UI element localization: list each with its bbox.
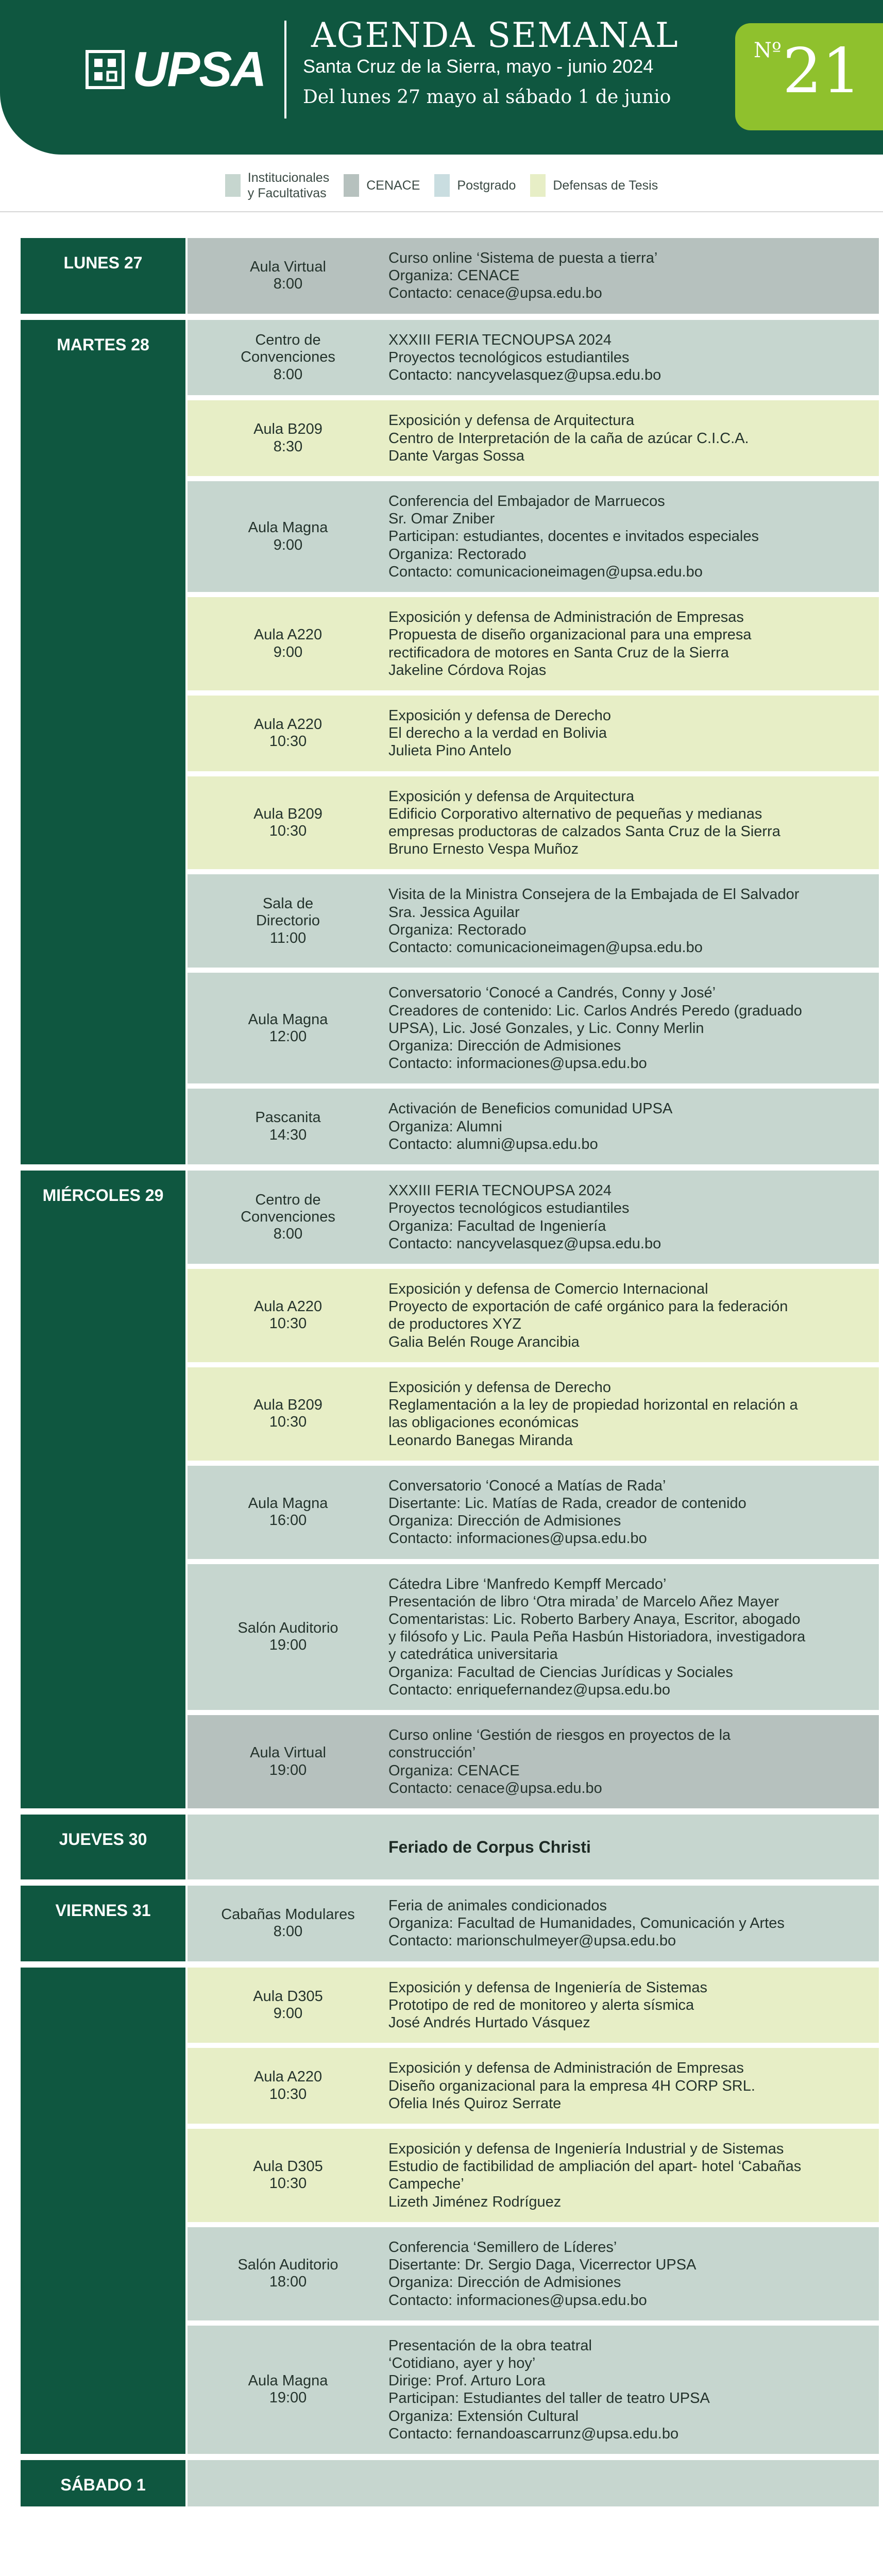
event-row xyxy=(188,400,879,476)
event-row xyxy=(188,973,879,1083)
event-description-line: Visita de la Ministra Consejera de la Embajada de El Salvador xyxy=(388,886,800,903)
legend-label: Institucionales y Facultativas xyxy=(247,171,330,200)
event-description-line: El derecho a la verdad en Bolivia xyxy=(388,725,607,742)
event-description xyxy=(388,1968,879,2043)
event-description xyxy=(388,400,879,476)
event-description-line: Jakeline Córdova Rojas xyxy=(388,662,547,679)
event-description-line: Comentaristas: Lic. Roberto Barbery Anaya, Escritor, abogado xyxy=(388,1611,801,1628)
event-description-line: Prototipo de red de monitoreo y alerta sísmica xyxy=(388,1996,694,2013)
event-description-line: Conferencia del Embajador de Marruecos xyxy=(388,493,665,510)
day-events xyxy=(185,238,879,314)
event-description-line: Presentación de la obra teatral xyxy=(388,2337,592,2354)
day-events xyxy=(185,1815,879,1879)
event-description xyxy=(388,2227,879,2320)
event-row xyxy=(188,2227,879,2320)
event-description-line: Disertante: Dr. Sergio Daga, Vicerrector UPSA xyxy=(388,2257,697,2274)
event-description-line[interactable]: Contacto: marionschulmeyer@upsa.edu.bo xyxy=(388,1933,676,1950)
event-description-line: Sra. Jessica Aguilar xyxy=(388,904,520,921)
event-description-line: Organiza: Dirección de Admisiones xyxy=(388,1513,621,1530)
event-description xyxy=(388,2129,879,2222)
agenda xyxy=(21,238,879,2513)
event-description-line: Sr. Omar Zniber xyxy=(388,511,495,528)
event-description-line: Organiza: Dirección de Admisiones xyxy=(388,1038,621,1054)
event-description-line: Campeche’ xyxy=(388,2176,464,2193)
event-description xyxy=(388,1564,879,1710)
category-legend xyxy=(0,165,883,206)
event-description-line: Organiza: Facultad de Humanidades, Comunicación y Artes xyxy=(388,1915,785,1932)
event-description-line: UPSA), Lic. José Gonzales, y Lic. Conny Merlin xyxy=(388,1020,704,1037)
event-description-line: Exposición y defensa de Administración de Empresas xyxy=(388,609,744,626)
event-description-line: empresas productoras de calzados Santa Cruz de la Sierra xyxy=(388,823,780,840)
day-events xyxy=(185,2460,879,2506)
day-block xyxy=(21,238,879,314)
event-description-line: ‘Cotidiano, ayer y hoy’ xyxy=(388,2354,536,2371)
day-label: MIÉRCOLES 29 xyxy=(21,1171,185,1808)
event-description-line: Exposición y defensa de Derecho xyxy=(388,707,612,724)
event-description-line: Organiza: Rectorado xyxy=(388,546,527,563)
event-description xyxy=(388,1269,879,1362)
event-location-time: Sala de Directorio 11:00 xyxy=(256,895,320,946)
legend-label: Defensas de Tesis xyxy=(553,178,658,193)
legend-label: Postgrado xyxy=(457,178,516,193)
event-description xyxy=(388,1367,879,1461)
header-divider xyxy=(284,21,286,118)
event-description-line: Bruno Ernesto Vespa Muñoz xyxy=(388,841,579,858)
event-row xyxy=(188,1715,879,1808)
event-description-line: Proyectos tecnológicos estudiantiles xyxy=(388,1200,630,1217)
event-location-time: Salón Auditorio 19:00 xyxy=(237,1620,338,1654)
event-description-line: Organiza: Extensión Cultural xyxy=(388,2408,579,2425)
event-description-line[interactable]: Contacto: informaciones@upsa.edu.bo xyxy=(388,1530,647,1547)
event-row xyxy=(188,874,879,968)
event-row xyxy=(188,1564,879,1710)
event-description xyxy=(388,238,879,314)
day-block xyxy=(21,320,879,1164)
event-location-time: Aula A220 10:30 xyxy=(253,716,322,750)
day-events xyxy=(185,1171,879,1808)
event-location-time: Aula A220 10:30 xyxy=(253,2069,322,2103)
event-row xyxy=(188,238,879,314)
event-description-line: Presentación de libro ‘Otra mirada’ de Marcelo Añez Mayer xyxy=(388,1593,779,1610)
event-description-line[interactable]: Contacto: fernandoascarrunz@upsa.edu.bo xyxy=(388,2425,679,2442)
event-description-line[interactable]: Contacto: cenace@upsa.edu.bo xyxy=(388,1780,602,1797)
legend-swatch xyxy=(225,174,241,197)
event-location-time: Cabañas Modulares 8:00 xyxy=(221,1906,355,1940)
event-row xyxy=(188,2048,879,2124)
event-description-line: rectificadora de motores en Santa Cruz de la Sierra xyxy=(388,644,729,661)
event-description-line: Lizeth Jiménez Rodríguez xyxy=(388,2193,562,2210)
event-location-time: Aula B209 8:30 xyxy=(253,421,322,455)
event-description-line: Dirige: Prof. Arturo Lora xyxy=(388,2372,546,2389)
event-row xyxy=(188,2129,879,2222)
event-description-line: Edificio Corporativo alternativo de pequeñas y medianas xyxy=(388,805,762,822)
day-block xyxy=(21,1886,879,1961)
event-description xyxy=(388,1886,879,1961)
day-label: MARTES 28 xyxy=(21,320,185,1164)
event-description-line: Organiza: CENACE xyxy=(388,1762,520,1779)
event-row xyxy=(188,320,879,396)
legend-swatch xyxy=(434,174,450,197)
event-description-line: Feria de animales condicionados xyxy=(388,1897,607,1914)
event-description-line: Curso online ‘Sistema de puesta a tierra’ xyxy=(388,250,658,266)
day-label: LUNES 27 xyxy=(21,238,185,314)
event-description xyxy=(388,973,879,1083)
day-events xyxy=(185,1886,879,1961)
event-description-line: Activación de Beneficios comunidad UPSA xyxy=(388,1100,673,1117)
event-location-time: Centro de Convenciones 8:00 xyxy=(241,1191,335,1243)
event-location-time: Pascanita 14:30 xyxy=(255,1109,321,1143)
day-events xyxy=(185,320,879,1164)
event-description-line: Organiza: CENACE xyxy=(388,267,520,284)
event-description-line[interactable]: Contacto: alumni@upsa.edu.bo xyxy=(388,1136,598,1153)
event-description xyxy=(388,1089,879,1164)
event-row xyxy=(188,776,879,870)
event-description-line: XXXIII FERIA TECNOUPSA 2024 xyxy=(388,331,612,348)
event-description-line: de productores XYZ xyxy=(388,1316,521,1333)
event-location-time: Aula A220 10:30 xyxy=(253,1298,322,1332)
holiday-row xyxy=(188,1815,879,1879)
event-row xyxy=(188,1171,879,1264)
header xyxy=(0,0,883,155)
event-description-line[interactable]: Contacto: comunicacioneimagen@upsa.edu.bo xyxy=(388,939,703,956)
issue-number: 21 xyxy=(783,36,861,107)
event-location-time: Salón Auditorio 18:00 xyxy=(237,2256,338,2291)
event-description-line: Exposición y defensa de Ingeniería Industrial y de Sistemas xyxy=(388,2140,784,2157)
event-description xyxy=(388,874,879,968)
event-description-line: Exposición y defensa de Comercio Internacional xyxy=(388,1280,708,1297)
legend-swatch xyxy=(344,174,359,197)
event-row xyxy=(188,1269,879,1362)
event-description-line: Organiza: Dirección de Admisiones xyxy=(388,2274,621,2291)
event-location-time: Aula D305 9:00 xyxy=(253,1988,323,2022)
event-row xyxy=(188,2326,879,2454)
event-description-line: Organiza: Rectorado xyxy=(388,921,527,938)
legend-item xyxy=(225,170,329,201)
event-description-line: Creadores de contenido: Lic. Carlos Andrés Peredo (graduado xyxy=(388,1002,802,1019)
holiday-row xyxy=(188,2460,879,2506)
event-row xyxy=(188,1367,879,1461)
event-description-line[interactable]: Contacto: nancyvelasquez@upsa.edu.bo xyxy=(388,1235,661,1252)
event-description-line[interactable]: Contacto: nancyvelasquez@upsa.edu.bo xyxy=(388,367,661,384)
day-block xyxy=(21,1171,879,1808)
day-block xyxy=(21,1815,879,1879)
legend-label: CENACE xyxy=(366,178,420,193)
event-description xyxy=(388,696,879,771)
event-description-line: y catedrática universitaria xyxy=(388,1646,558,1663)
event-description-line: Curso online ‘Gestión de riesgos en proyectos de la xyxy=(388,1727,731,1744)
event-description-line: construcción’ xyxy=(388,1744,476,1761)
legend-item xyxy=(530,174,658,197)
event-description-line[interactable]: Contacto: comunicacioneimagen@upsa.edu.bo xyxy=(388,563,703,580)
event-description-line: Julieta Pino Antelo xyxy=(388,742,512,759)
event-description-line: Leonardo Banegas Miranda xyxy=(388,1432,573,1449)
event-description-line: Exposición y defensa de Derecho xyxy=(388,1379,612,1396)
event-location-time: Centro de Convenciones 8:00 xyxy=(241,331,335,383)
divider xyxy=(0,211,883,212)
event-row xyxy=(188,1886,879,1961)
event-description-line: José Andrés Hurtado Vásquez xyxy=(388,2014,590,2031)
event-description xyxy=(388,1171,879,1264)
event-description xyxy=(388,2326,879,2454)
event-description-line: Centro de Interpretación de la caña de azúcar C.I.C.A. xyxy=(388,430,749,447)
page-title: AGENDA SEMANAL xyxy=(311,15,679,55)
event-location-time: Aula Virtual 19:00 xyxy=(250,1744,326,1778)
event-location-time: Aula D305 10:30 xyxy=(253,2158,323,2192)
event-description xyxy=(388,320,879,396)
event-description-line: Organiza: Alumni xyxy=(388,1118,502,1135)
event-description-line: Exposición y defensa de Ingeniería de Sistemas xyxy=(388,1979,708,1996)
event-description xyxy=(388,481,879,592)
event-description-line: y filósofo y Lic. Paula Peña Hasbún Historiadora, investigadora xyxy=(388,1629,806,1646)
event-description-line: Participan: estudiantes, docentes e invitados especiales xyxy=(388,528,759,545)
event-location-time: Aula B209 10:30 xyxy=(253,1396,322,1431)
day-label xyxy=(21,1968,185,2454)
event-description-line: Conversatorio ‘Conocé a Candrés, Conny y José’ xyxy=(388,985,716,1002)
day-label: SÁBADO 1 xyxy=(21,2460,185,2506)
event-location-time: Aula Virtual 8:00 xyxy=(250,258,326,293)
event-description-line: Reglamentación a la ley de propiedad horizontal en relación a xyxy=(388,1397,798,1414)
event-description-line: Conversatorio ‘Conocé a Matías de Rada’ xyxy=(388,1477,666,1494)
event-description-line: XXXIII FERIA TECNOUPSA 2024 xyxy=(388,1182,612,1199)
event-description-line: Exposición y defensa de Arquitectura xyxy=(388,788,635,805)
event-description-line: Disertante: Lic. Matías de Rada, creador de contenido xyxy=(388,1495,746,1512)
event-row xyxy=(188,481,879,592)
event-description-line: Exposición y defensa de Administración de Empresas xyxy=(388,2060,744,2077)
date-range: Del lunes 27 mayo al sábado 1 de junio xyxy=(303,87,671,108)
event-row xyxy=(188,1089,879,1164)
issue-badge xyxy=(735,23,883,130)
event-description-line: Exposición y defensa de Arquitectura xyxy=(388,412,635,429)
event-description-line: Participan: Estudiantes del taller de teatro UPSA xyxy=(388,2390,710,2407)
event-description-line[interactable]: Contacto: informaciones@upsa.edu.bo xyxy=(388,1055,647,1072)
event-row xyxy=(188,696,879,771)
holiday-label: Feriado de Corpus Christi xyxy=(388,1837,591,1856)
legend-swatch xyxy=(530,174,546,197)
day-label: VIERNES 31 xyxy=(21,1886,185,1961)
legend-item xyxy=(344,174,420,197)
issue-label: Nº xyxy=(754,39,782,62)
event-description-line[interactable]: Contacto: informaciones@upsa.edu.bo xyxy=(388,2292,647,2309)
day-label: JUEVES 30 xyxy=(21,1815,185,1879)
event-location-time: Aula Magna 19:00 xyxy=(248,2372,328,2406)
event-description-line: las obligaciones económicas xyxy=(388,1414,579,1431)
event-description-line: Dante Vargas Sossa xyxy=(388,447,524,464)
event-description xyxy=(388,776,879,870)
event-location-time: Aula A220 9:00 xyxy=(253,626,322,660)
legend-item xyxy=(434,174,516,197)
event-description-line: Estudio de factibilidad de ampliación del apart- hotel ‘Cabañas xyxy=(388,2158,802,2175)
event-description-line: Diseño organizacional para la empresa 4H CORP SRL. xyxy=(388,2077,755,2094)
event-description-line: Organiza: Facultad de Ciencias Jurídicas y Sociales xyxy=(388,1664,733,1681)
event-row xyxy=(188,1968,879,2043)
event-location-time: Aula Magna 9:00 xyxy=(248,519,328,553)
event-location-time: Aula B209 10:30 xyxy=(253,805,322,840)
upsa-logo xyxy=(85,44,266,95)
event-location-time: Aula Magna 12:00 xyxy=(248,1011,328,1045)
event-row xyxy=(188,1466,879,1559)
event-description-line: Ofelia Inés Quiroz Serrate xyxy=(388,2095,562,2112)
event-description-line: Conferencia ‘Semillero de Líderes’ xyxy=(388,2239,617,2256)
event-description-line: Galia Belén Rouge Arancibia xyxy=(388,1333,580,1350)
event-description-line: Organiza: Facultad de Ingeniería xyxy=(388,1217,606,1234)
upsa-logo-icon xyxy=(85,49,125,90)
event-description xyxy=(388,2048,879,2124)
page-subtitle: Santa Cruz de la Sierra, mayo - junio 2024 xyxy=(303,56,654,77)
event-description xyxy=(388,597,879,690)
day-events xyxy=(185,1968,879,2454)
event-description xyxy=(388,1715,879,1808)
event-description-line: Propuesta de diseño organizacional para una empresa xyxy=(388,626,752,643)
event-description-line: Cátedra Libre ‘Manfredo Kempff Mercado’ xyxy=(388,1575,667,1592)
event-description xyxy=(388,1466,879,1559)
event-description-line: Proyecto de exportación de café orgánico para la federación xyxy=(388,1298,788,1315)
day-block xyxy=(21,1968,879,2454)
event-description-line[interactable]: Contacto: enriquefernandez@upsa.edu.bo xyxy=(388,1681,670,1698)
day-block xyxy=(21,2460,879,2506)
event-description-line: Proyectos tecnológicos estudiantiles xyxy=(388,349,630,366)
event-row xyxy=(188,597,879,690)
event-location-time: Aula Magna 16:00 xyxy=(248,1495,328,1529)
logo-text: UPSA xyxy=(132,42,266,97)
event-description-line[interactable]: Contacto: cenace@upsa.edu.bo xyxy=(388,285,602,302)
